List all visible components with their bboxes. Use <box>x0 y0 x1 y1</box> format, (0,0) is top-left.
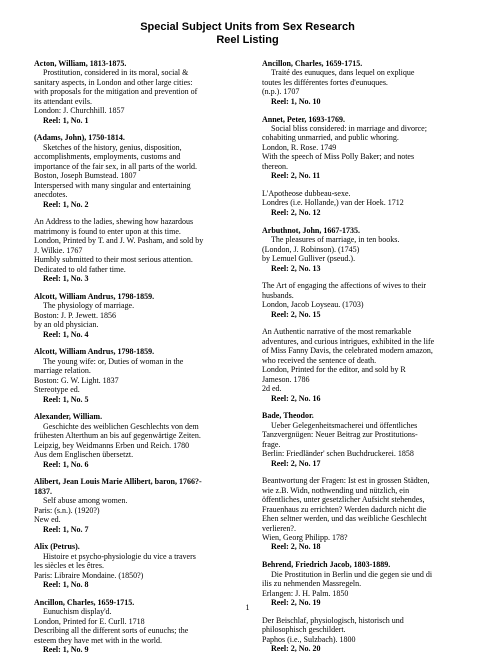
entry-line: Jameson. 1786 <box>262 374 310 384</box>
right-column <box>262 59 474 662</box>
catalog-entry <box>262 411 474 468</box>
entry-line: its attendant evils. <box>34 96 92 106</box>
entry-reel-number: Reel: 1, No. 4 <box>43 329 89 339</box>
catalog-entry <box>262 59 474 106</box>
entry-author: Annet, Peter, 1693-1769. <box>262 114 346 124</box>
title-line: Special Subject Units from Sex Research <box>140 21 355 33</box>
entry-line: frühesten Alterthum an bis auf gegenwärtige Zeiten. <box>34 431 201 441</box>
entry-reel-number: Reel: 1, No. 2 <box>43 199 89 209</box>
entry-line: frage. <box>262 439 281 449</box>
entry-line: cohabiting unmarried, and public whoring. <box>262 133 399 143</box>
entry-line: With the speech of Miss Polly Baker; and notes <box>262 152 415 162</box>
entry-line: thereon. <box>262 161 288 171</box>
entry-line: les siècles et les êtres. <box>34 561 104 571</box>
entry-line: London, R. Rose. 1749 <box>262 142 337 152</box>
entry-line: wie z.B. Widn, nothwending und nützlich, ein <box>262 485 410 495</box>
entry-line: London, Printed for the editor, and sold by R <box>262 365 406 375</box>
entry-author: Alcott, William Andrus, 1798-1859. <box>34 291 155 301</box>
entry-reel-number: Reel: 1, No. 8 <box>43 580 89 590</box>
entry-title-line: The pleasures of marriage, in ten books. <box>271 235 400 245</box>
catalog-entry <box>262 476 474 552</box>
entry-line: sanitary aspects, in London and other large cities: <box>34 77 193 87</box>
entry-reel-number: Reel: 1, No. 10 <box>271 96 321 106</box>
entry-line: adventures, and curious intrigues, exhibited in the life <box>262 336 435 346</box>
entry-line: Stereotype ed. <box>34 385 80 395</box>
entry-line: importance of the fair sex, in all parts of the world. <box>34 161 198 171</box>
entry-reel-number: Reel: 1, No. 7 <box>43 524 89 534</box>
entry-line: Frauenhaus zu errichten? Werden dadurch nicht die <box>262 504 427 514</box>
entry-reel-number: Reel: 1, No. 5 <box>43 394 89 404</box>
entry-line: The Art of engaging the affections of wives to their <box>262 281 427 291</box>
entry-author: Ancillon, Charles, 1659-1715. <box>34 598 135 608</box>
catalog-entry <box>34 477 246 534</box>
entry-line: philosophisch geschildert. <box>262 625 346 635</box>
entry-line: Berlin: Friedländer' schen Buchdruckerei. 1858 <box>262 449 414 459</box>
entry-author: (Adams, John), 1750-1814. <box>34 133 125 143</box>
catalog-entry <box>262 560 474 607</box>
entry-author: 1837. <box>34 486 52 496</box>
entry-line: Humbly submitted to their most serious attention. <box>34 255 193 265</box>
entry-title-line: Geschichte des weiblichen Geschlechts von dem <box>43 421 199 431</box>
entry-title-line: Histoire et psycho-physiologie du vice a travers <box>43 551 196 561</box>
entry-reel-number: Reel: 2, No. 13 <box>271 263 321 273</box>
entry-line: with proposals for the mitigation and prevention of <box>34 87 198 97</box>
entry-title-line: Social bliss considered: in marriage and divorce; <box>271 124 427 134</box>
catalog-entry <box>262 327 474 403</box>
entry-line: anecdotes. <box>34 190 68 200</box>
entry-line: Boston, Joseph Bumstead. 1807 <box>34 171 137 181</box>
entry-line: New ed. <box>34 515 61 525</box>
entry-author: Alibert, Jean Louis Marie Allibert, baron, 1766?- <box>34 477 202 487</box>
entry-line: An Authentic narrative of the most remarkable <box>262 327 412 337</box>
entry-author: Alexander, William. <box>34 412 103 422</box>
entry-author: Alix (Petrus). <box>34 542 80 552</box>
entry-line: Interspersed with many singular and entertaining <box>34 180 191 190</box>
entry-line: Wien, Georg Philipp. 178? <box>262 533 348 543</box>
entry-line: of Miss Fanny Davis, the celebrated modern amazon, <box>262 346 433 356</box>
entry-reel-number: Reel: 2, No. 17 <box>271 458 321 468</box>
entry-line: An Address to the ladies, shewing how hazardous <box>34 217 194 227</box>
entry-reel-number: Reel: 1, No. 3 <box>43 274 89 284</box>
entry-title-line: Eunuchism display'd. <box>43 607 112 617</box>
entry-line: Paris: (s.n.). (1920?) <box>34 505 100 515</box>
entry-line: Der Beischlaf, physiologisch, historisch und <box>262 615 404 625</box>
catalog-entry <box>34 59 246 125</box>
catalog-entry <box>34 292 246 339</box>
entry-line: Londres (i.e. Hollande,) van der Hoek. 1712 <box>262 198 404 208</box>
entry-line: 2d ed. <box>262 384 282 394</box>
entry-line: öffentliches, unter gesetzlicher Aufsicht stehendes, <box>262 495 425 505</box>
entry-author: Behrend, Friedrich Jacob, 1803-1889. <box>262 560 391 570</box>
entry-title-line: Prostitution, considered in its moral, social & <box>43 68 189 78</box>
entry-author: Alcott, William Andrus, 1798-1859. <box>34 347 155 357</box>
entry-line: esteem they have met with in the world. <box>34 635 162 645</box>
page-title <box>0 21 495 47</box>
entry-reel-number: Reel: 2, No. 18 <box>271 542 321 552</box>
entry-line: accomplishments, employments, customs and <box>34 152 181 162</box>
entry-line: Describing all the different sorts of eunuchs; the <box>34 626 189 636</box>
entry-line: Tanzvergnügen: Neuer Beitrag zur Prostitutions- <box>262 430 418 440</box>
entry-line: (n.p.). 1707 <box>262 87 300 97</box>
entry-reel-number: Reel: 2, No. 19 <box>271 598 321 608</box>
entry-title-line: The young wife: or, Duties of woman in the <box>43 356 184 366</box>
entry-title-line: The physiology of marriage. <box>43 301 135 311</box>
entry-line: L'Apotheose dubbeau-sexe. <box>262 189 351 199</box>
catalog-entry <box>34 542 246 589</box>
entry-reel-number: Reel: 2, No. 20 <box>271 644 321 654</box>
entry-reel-number: Reel: 2, No. 12 <box>271 207 321 217</box>
catalog-entry <box>34 347 246 404</box>
entry-reel-number: Reel: 2, No. 11 <box>271 171 321 181</box>
page-number: 1 <box>245 603 250 612</box>
entry-line: Boston: J. P. Jewett. 1856 <box>34 310 117 320</box>
entry-line: Erlangen: J. H. Palm. 1850 <box>262 588 349 598</box>
entry-line: who received the sentence of death. <box>262 355 377 365</box>
catalog-entry <box>34 412 246 469</box>
entry-line: Ehen seltner werden, und das weibliche Geschlecht <box>262 514 427 524</box>
entry-line: Boston: G. W. Light. 1837 <box>34 375 119 385</box>
entry-line: (London, J. Robinson). (1745) <box>262 244 360 254</box>
entry-line: London, Printed for E. Curll. 1718 <box>34 616 145 626</box>
entry-line: J. Wilkie. 1767 <box>34 245 83 255</box>
entry-line: London, Jacob Loyseau. (1703) <box>262 300 364 310</box>
entry-line: toutes les différentes fortes d'eunuques. <box>262 77 388 87</box>
entry-title-line: Die Prostitution in Berlin und die gegen sie und di <box>271 569 433 579</box>
entry-title-line: Ueber Gelegenheitsmacherei und öffentliches <box>271 420 418 430</box>
entry-author: Bade, Theodor. <box>262 411 314 421</box>
entry-line: Aus dem Englischen übersetzt. <box>34 450 134 460</box>
entry-reel-number: Reel: 2, No. 16 <box>271 393 321 403</box>
entry-line: husbands. <box>262 290 294 300</box>
entry-author: Ancillon, Charles, 1659-1715. <box>262 59 363 68</box>
entry-line: by Lemuel Gulliver (pseud.). <box>262 254 356 264</box>
entry-reel-number: Reel: 2, No. 15 <box>271 309 321 319</box>
entry-reel-number: Reel: 1, No. 9 <box>43 645 89 655</box>
entry-title-line: Self abuse among women. <box>43 496 128 506</box>
entry-reel-number: Reel: 1, No. 6 <box>43 459 89 469</box>
entry-line: Beantwortung der Fragen: Ist est in grossen Städten, <box>262 476 430 486</box>
subtitle-line: Reel Listing <box>216 34 279 46</box>
entry-line: Paphos (i.e., Sulzbach). 1800 <box>262 634 356 644</box>
entry-reel-number: Reel: 1, No. 1 <box>43 115 89 125</box>
left-column <box>34 59 246 663</box>
entry-line: verlieren?. <box>262 523 296 533</box>
entry-line: Dedicated to old father time. <box>34 264 126 274</box>
entry-line: by an old physician. <box>34 320 99 330</box>
entry-line: Paris: Libraire Mondaine. (1850?) <box>34 570 144 580</box>
catalog-entry <box>262 616 474 654</box>
entry-line: London: J. Churchhill. 1857 <box>34 106 125 116</box>
entry-title-line: Sketches of the history, genius, disposition, <box>43 142 182 152</box>
catalog-entry <box>262 226 474 273</box>
entry-author: Acton, William, 1813-1875. <box>34 59 127 68</box>
catalog-entry <box>34 217 246 283</box>
catalog-entry <box>262 189 474 217</box>
catalog-entry <box>34 133 246 209</box>
entry-line: matrimony is found to enter upon at this time. <box>34 226 181 236</box>
entry-title-line: Traité des eunuques, dans lequel on explique <box>271 68 415 78</box>
catalog-entry <box>262 115 474 181</box>
catalog-entry <box>262 281 474 319</box>
entry-line: marriage relation. <box>34 366 91 376</box>
entry-line: ilis zu nehmenden Massregeln. <box>262 579 362 589</box>
entry-line: Leipzig, bey Weidmanns Erben und Reich. 1780 <box>34 440 190 450</box>
entry-line: London, Printed by T. and J. W. Pasham, and sold by <box>34 236 204 246</box>
entry-author: Arbuthnot, John, 1667-1735. <box>262 225 361 235</box>
